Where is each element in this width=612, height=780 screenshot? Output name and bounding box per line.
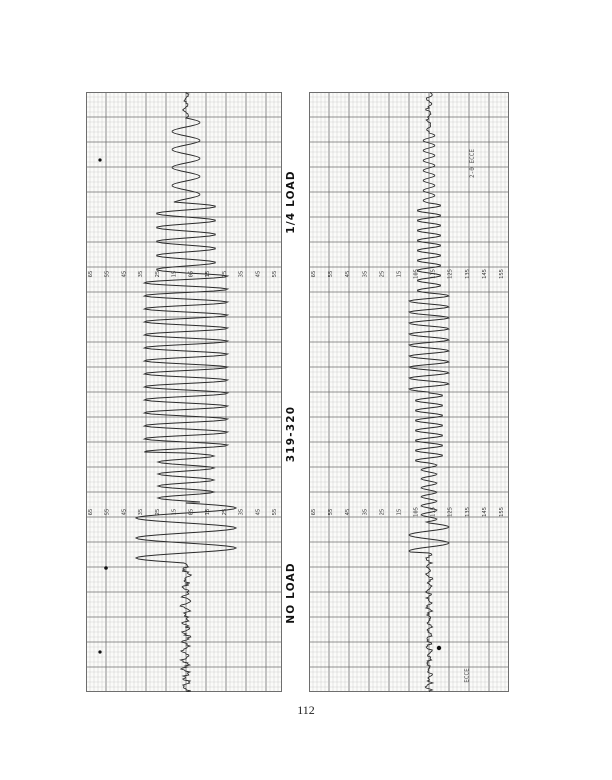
scale-tick-label: 55 [104,270,111,278]
grid-lines [309,92,509,692]
scale-tick-label: 25 [221,270,228,278]
scale-tick-label: 25 [154,508,161,516]
scale-tick-label: 25 [379,270,386,278]
scale-tick-label: 15 [171,508,178,516]
scale-tick-label: 55 [328,270,335,278]
scale-tick-label: 55 [328,508,335,516]
scale-tick-label: 115 [430,269,437,279]
scale-tick-label: 45 [121,508,128,516]
scale-tick-label: 15 [205,508,212,516]
scale-lower-strip-b [311,269,505,517]
scale-tick-label: 15 [171,270,178,278]
scale-tick-label: 45 [255,508,262,516]
index-dot [98,650,101,653]
stamp-note-bottom: ECCE [463,668,471,683]
scale-tick-label: 105 [413,507,420,517]
scale-tick-label: 45 [345,270,352,278]
scale-tick-label: 45 [345,508,352,516]
no-load-label: NO LOAD [285,562,297,624]
scale-tick-label: 55 [272,508,278,516]
scale-tick-label: 35 [138,508,145,516]
scale-tick-label: 05 [188,508,195,516]
run-number-label: 319-320 [285,405,297,463]
scale-tick-label: 65 [311,270,317,278]
scale-upper-strip-a [88,271,278,516]
scale-tick-label: 145 [481,507,488,517]
recording-grid-upper [86,92,282,692]
scale-tick-label: 105 [413,269,420,279]
scale-tick-label: 125 [447,507,454,517]
scale-tick-label: 45 [121,270,128,278]
scale-tick-label: 25 [154,270,161,278]
scale-tick-label: 35 [238,508,245,516]
scale-tick-label: 155 [499,269,505,279]
scale-tick-label: 25 [379,508,386,516]
scale-tick-label: 55 [272,270,278,278]
scale-tick-label: 15 [205,270,212,278]
chart-strip-upper [86,92,282,692]
index-dot [437,646,441,650]
scale-tick-label: 35 [362,270,369,278]
index-dot [104,566,108,570]
scale-tick-label: 155 [499,507,505,517]
scale-tick-label: 65 [88,508,94,516]
scale-tick-label: 135 [464,507,471,517]
grid-lines [86,92,282,692]
scale-tick-label: 45 [255,270,262,278]
index-dot [98,158,101,161]
scale-tick-label: 35 [138,270,145,278]
quarter-load-label: 1/4 LOAD [285,170,297,234]
chart-strip-lower [309,92,509,692]
scale-tick-label: 15 [396,270,403,278]
scale-tick-label: 55 [104,508,111,516]
scale-tick-label: 05 [188,270,195,278]
scale-tick-label: 115 [430,507,437,517]
recording-grid-lower [309,92,509,692]
stamp-note-top: 2-0 ECCE [468,149,476,178]
scale-tick-label: 35 [238,270,245,278]
scale-tick-label: 125 [447,269,454,279]
scale-tick-label: 135 [464,269,471,279]
scale-tick-label: 35 [362,508,369,516]
scale-tick-label: 65 [311,508,317,516]
page-number: 112 [297,703,315,717]
scale-tick-label: 25 [221,508,228,516]
scale-tick-label: 145 [481,269,488,279]
scale-tick-label: 15 [396,508,403,516]
scale-tick-label: 65 [88,270,94,278]
